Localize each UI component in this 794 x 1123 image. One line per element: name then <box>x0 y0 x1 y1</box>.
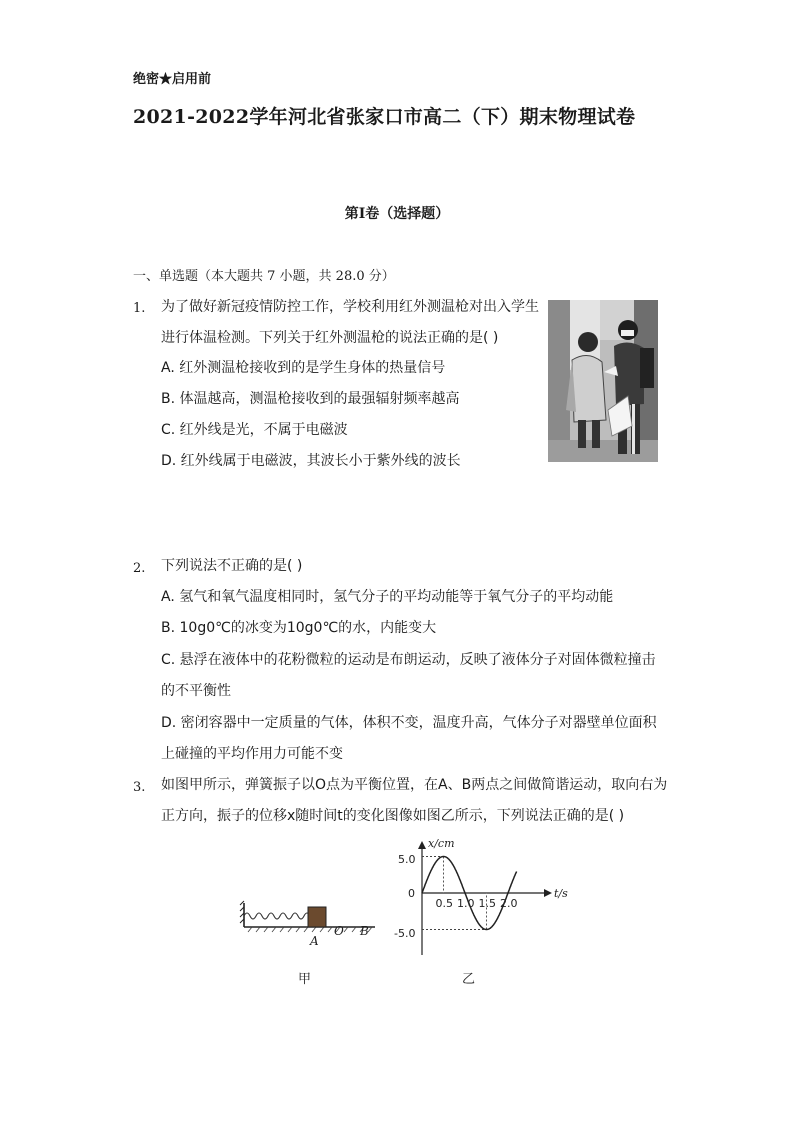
x-axis-label: t/s <box>554 887 568 900</box>
question-2-option-d-line1: D. 密闭容器中一定质量的气体，体积不变，温度升高，气体分子对器壁单位面积 <box>161 715 657 731</box>
y-axis-label: x/cm <box>428 837 455 850</box>
question-1-number: 1. <box>133 301 146 316</box>
question-2-number: 2. <box>133 561 146 576</box>
question-3-stem-line1: 如图甲所示，弹簧振子以O点为平衡位置，在A、B两点之间做简谐运动，取向右为 <box>161 777 668 793</box>
y-tick-bottom: -5.0 <box>394 927 416 940</box>
y-tick-top: 5.0 <box>398 853 416 866</box>
y-tick-zero: 0 <box>408 887 415 900</box>
y-axis-arrow <box>418 841 426 849</box>
point-a-label: A <box>310 934 319 948</box>
question-2-option-c-line2: 的不平衡性 <box>161 683 231 699</box>
temperature-check-photo <box>548 300 658 462</box>
section-heading: 一、单选题（本大题共 7 小题，共 28.0 分） <box>133 269 395 284</box>
question-2-stem: 下列说法不正确的是( ) <box>161 558 303 574</box>
question-2-option-d-line2: 上碰撞的平均作用力可能不变 <box>161 746 343 762</box>
point-b-label: B <box>360 924 369 938</box>
confidential-mark: 绝密★启用前 <box>133 72 212 87</box>
question-1-stem-line1: 为了做好新冠疫情防控工作，学校利用红外测温枪对出入学生 <box>161 299 539 315</box>
figure-jia-label: 甲 <box>298 972 312 987</box>
question-3-number: 3. <box>133 780 146 795</box>
exam-title: 2021-2022学年河北省张家口市高二（下）期末物理试卷 <box>133 106 636 128</box>
point-o-label: O <box>334 924 344 938</box>
question-3-stem-line2: 正方向，振子的位移x随时间t的变化图像如图乙所示，下列说法正确的是( ) <box>161 808 625 824</box>
question-2-option-a: A. 氢气和氧气温度相同时，氢气分子的平均动能等于氧气分子的平均动能 <box>161 589 614 605</box>
question-1-option-d: D. 红外线属于电磁波，其波长小于紫外线的波长 <box>161 453 461 469</box>
volume-heading: 第I卷（选择题） <box>344 206 450 222</box>
x-tick-label: 0.5 <box>435 897 453 910</box>
question-2-option-c-line1: C. 悬浮在液体中的花粉微粒的运动是布朗运动，反映了液体分子对固体微粒撞击 <box>161 652 656 668</box>
x-axis-arrow <box>544 889 552 897</box>
x-tick-label: 1.5 <box>478 897 496 910</box>
spring-oscillator-diagram <box>240 901 375 987</box>
question-3-figures <box>230 835 570 995</box>
question-2-option-b: B. 10g0℃的冰变为10g0℃的水，内能变大 <box>161 620 437 636</box>
figure-yi-label: 乙 <box>462 972 476 987</box>
question-1-option-c: C. 红外线是光，不属于电磁波 <box>161 422 348 438</box>
displacement-time-graph <box>394 837 568 987</box>
x-tick-label: 1.0 <box>457 897 475 910</box>
x-tick-label: 2.0 <box>500 897 518 910</box>
question-1-stem-line2: 进行体温检测。下列关于红外测温枪的说法正确的是( ) <box>161 330 499 346</box>
question-1-option-b: B. 体温越高，测温枪接收到的最强辐射频率越高 <box>161 391 460 407</box>
question-1-option-a: A. 红外测温枪接收到的是学生身体的热量信号 <box>161 360 446 376</box>
